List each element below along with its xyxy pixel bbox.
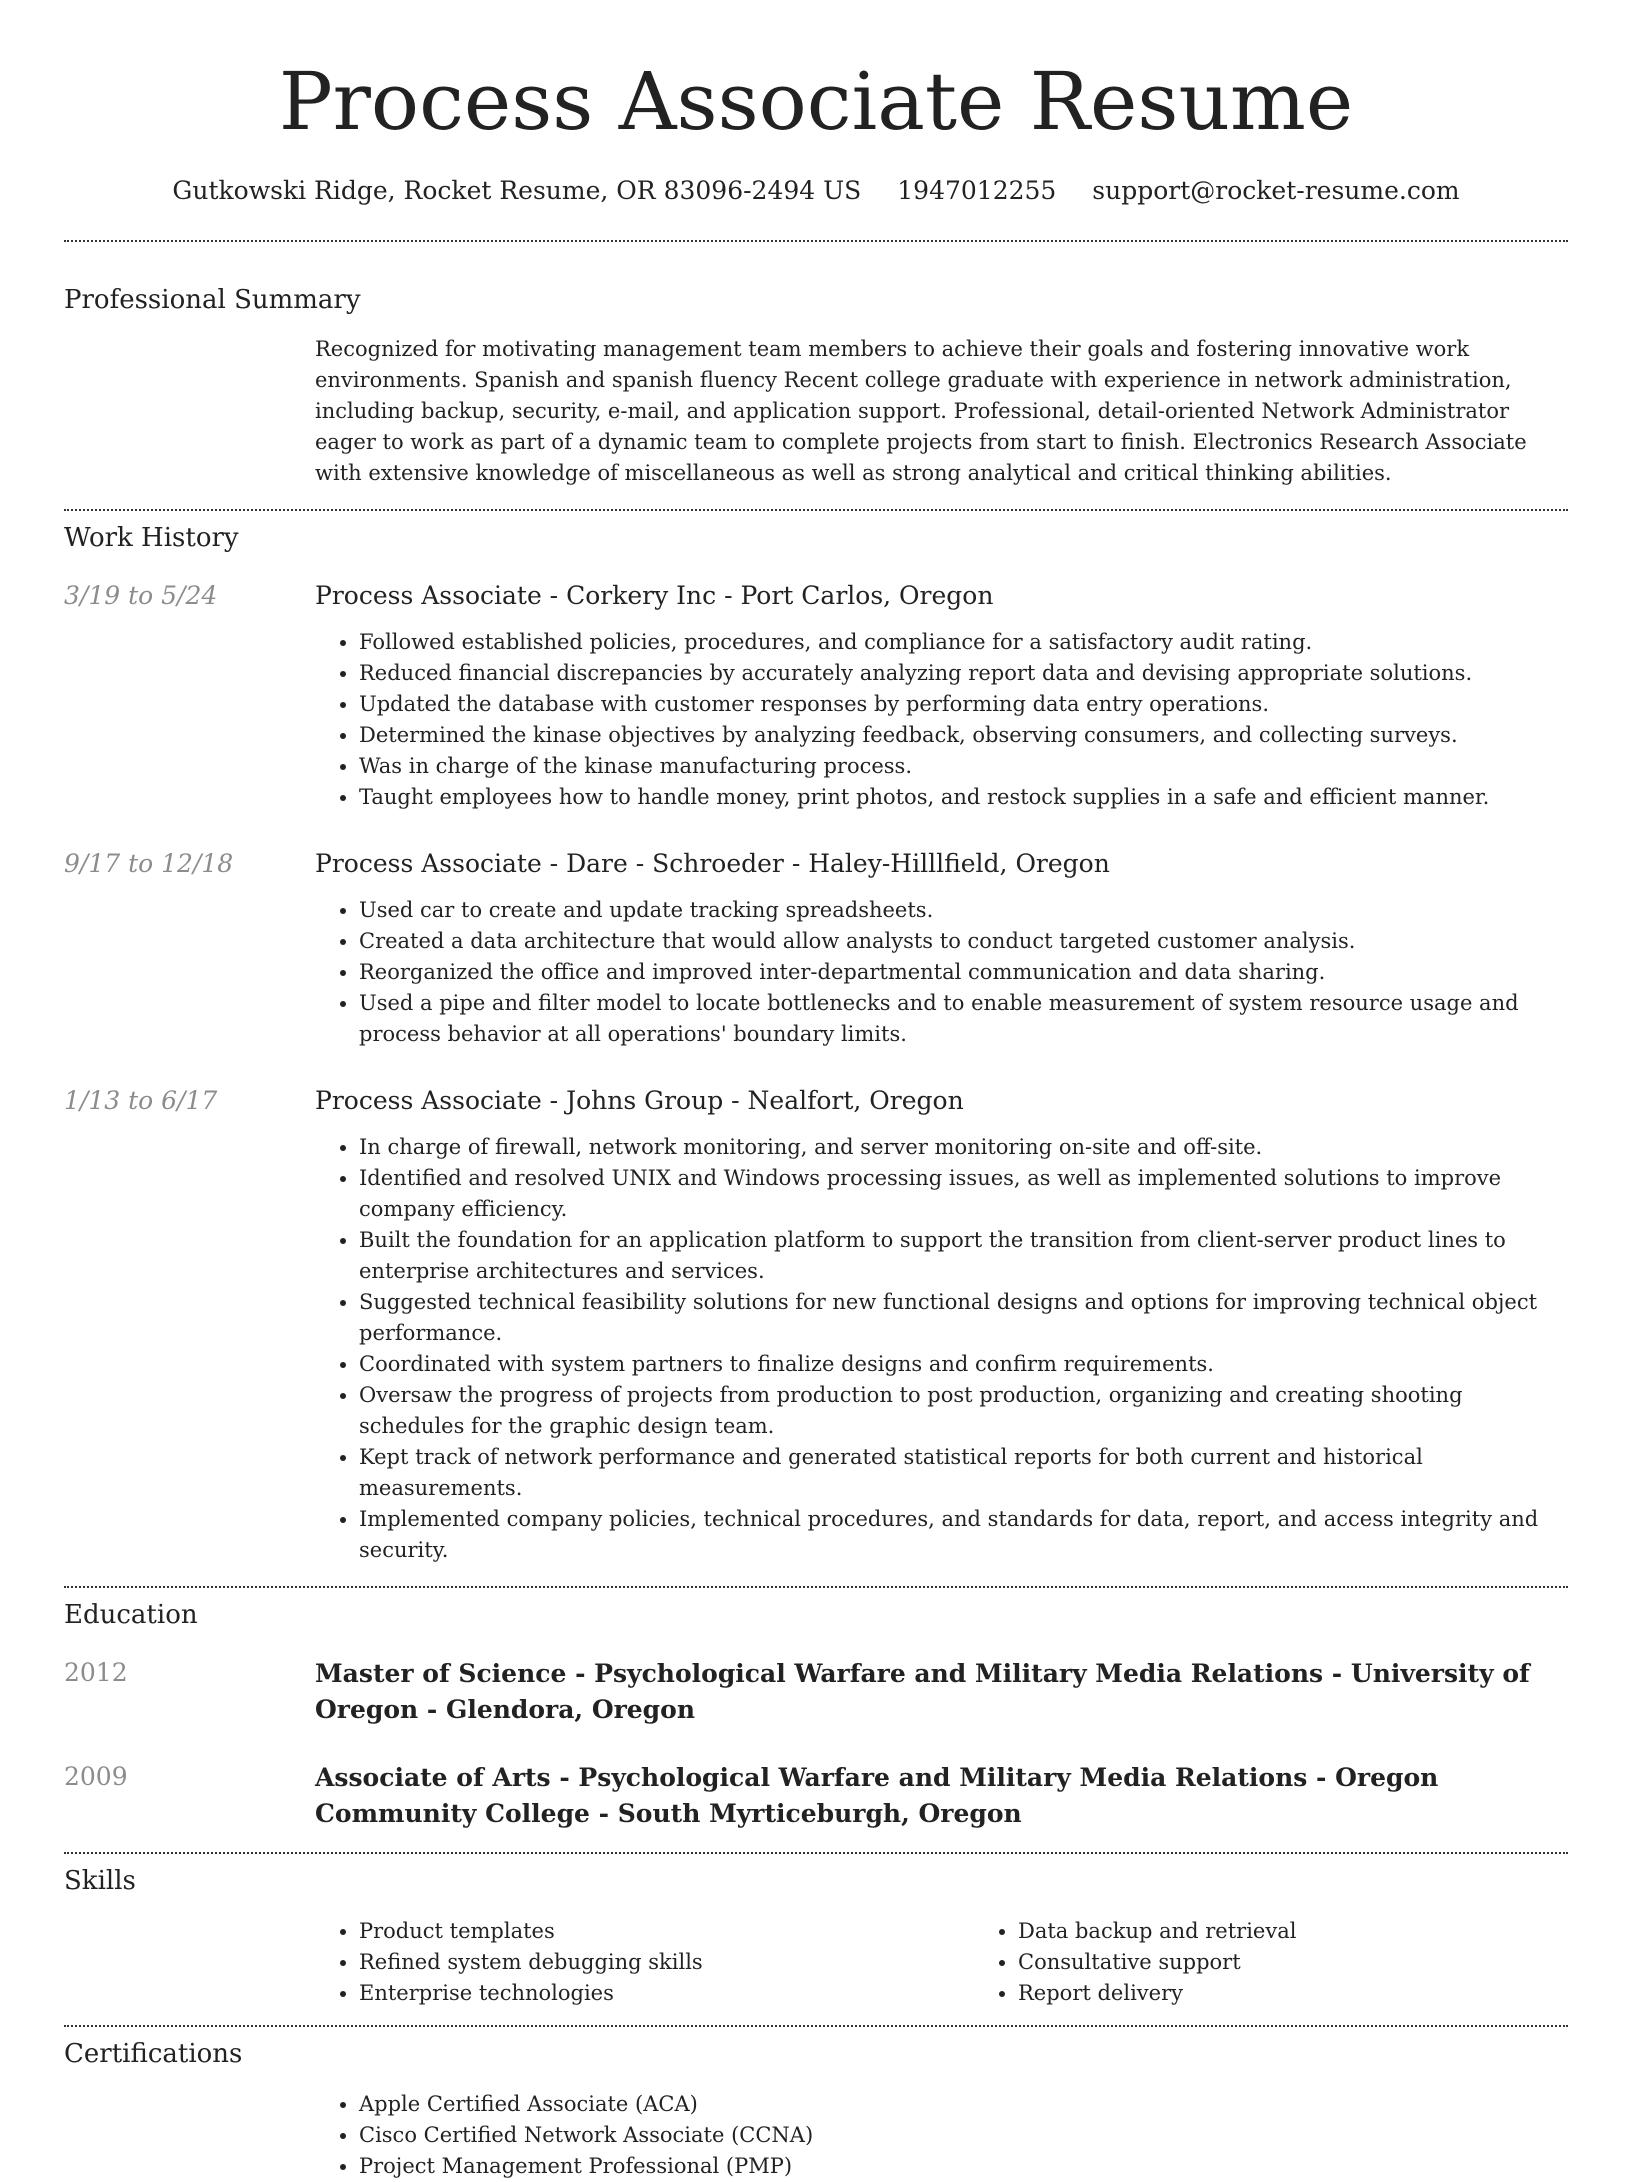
contact-email: support@rocket-resume.com	[1092, 176, 1460, 205]
resume-page	[64, 0, 1568, 2182]
contact-line	[64, 174, 1568, 208]
list-item: • Enterprise technologies	[359, 1978, 974, 2009]
certifications-list	[315, 2089, 1568, 2182]
section-title-skills: Skills	[64, 1866, 136, 1896]
list-item: • Kept track of network performance and generated statistical reports for both current and historical measurements.	[359, 1442, 1568, 1504]
job-dates: 9/17 to 12/18	[64, 849, 234, 878]
job-entry	[64, 847, 1568, 1050]
summary-spacer	[64, 334, 315, 489]
summary-row	[64, 334, 1568, 489]
job-entry	[64, 1084, 1568, 1566]
section-title-certifications: Certifications	[64, 2039, 243, 2069]
divider	[64, 509, 1568, 511]
section-title-summary: Professional Summary	[64, 285, 361, 315]
list-item: • Product templates	[359, 1916, 974, 1947]
education-year: 2009	[64, 1762, 128, 1791]
list-item: • Project Management Professional (PMP)	[359, 2151, 1568, 2182]
list-item: • Consultative support	[1018, 1947, 1632, 1978]
contact-phone: 1947012255	[897, 176, 1057, 205]
list-item: • In charge of firewall, network monitoring, and server monitoring on-site and off-site.	[359, 1132, 1568, 1163]
section-title-work-history: Work History	[64, 523, 239, 553]
job-title: Process Associate - Johns Group - Nealfort, Oregon	[315, 1086, 964, 1115]
job-entry	[64, 579, 1568, 813]
skills-list-right	[974, 1916, 1632, 2009]
divider	[64, 2025, 1568, 2027]
list-item: • Updated the database with customer responses by performing data entry operations.	[359, 689, 1568, 720]
certifications-row	[64, 2089, 1568, 2182]
list-item: • Refined system debugging skills	[359, 1947, 974, 1978]
page-title: Process Associate Resume	[278, 55, 1354, 148]
list-item: • Created a data architecture that would allow analysts to conduct targeted customer analysis.	[359, 926, 1568, 957]
list-item: • Taught employees how to handle money, print photos, and restock supplies in a safe and efficient manner.	[359, 782, 1568, 813]
summary-text: Recognized for motivating management team members to achieve their goals and fostering innovative work environments. Spanish and spanish fluency Recent college graduate with experience in network administration, including backup, security, e-mail, and application support. Professional, detail-oriented Network Administrator eager to work as part of a dynamic team to complete projects from start to finish. Electronics Research Associate with extensive knowledge of miscellaneous as well as strong analytical and critical thinking abilities.	[315, 337, 1527, 485]
list-item: • Determined the kinase objectives by analyzing feedback, observing consumers, and collecting surveys.	[359, 720, 1568, 751]
job-duties	[315, 1132, 1568, 1566]
job-duties	[315, 895, 1568, 1050]
skills-spacer	[64, 1916, 315, 2009]
skills-row	[64, 1916, 1568, 2009]
list-item: • Oversaw the progress of projects from production to post production, organizing and creating shooting schedules for the graphic design team.	[359, 1380, 1568, 1442]
list-item: • Suggested technical feasibility solutions for new functional designs and options for improving technical object performance.	[359, 1287, 1568, 1349]
list-item: • Used car to create and update tracking spreadsheets.	[359, 895, 1568, 926]
list-item: • Was in charge of the kinase manufacturing process.	[359, 751, 1568, 782]
list-item: • Data backup and retrieval	[1018, 1916, 1632, 1947]
divider	[64, 1586, 1568, 1588]
education-year: 2012	[64, 1658, 128, 1687]
divider	[64, 1852, 1568, 1854]
list-item: • Identified and resolved UNIX and Windows processing issues, as well as implemented solutions to improve company efficiency.	[359, 1163, 1568, 1225]
skills-list-left	[315, 1916, 974, 2009]
list-item: • Report delivery	[1018, 1978, 1632, 2009]
section-title-education: Education	[64, 1600, 198, 1630]
list-item: • Apple Certified Associate (ACA)	[359, 2089, 1568, 2120]
education-title: Associate of Arts - Psychological Warfare and Military Media Relations - Oregon Community College - South Myrticeburgh, Oregon	[315, 1763, 1439, 1828]
list-item: • Cisco Certified Network Associate (CCNA)	[359, 2120, 1568, 2151]
job-title: Process Associate - Dare - Schroeder - Haley-Hilllfield, Oregon	[315, 849, 1110, 878]
job-dates: 1/13 to 6/17	[64, 1086, 218, 1115]
job-title: Process Associate - Corkery Inc - Port Carlos, Oregon	[315, 581, 994, 610]
list-item: • Built the foundation for an application platform to support the transition from client-server product lines to enterprise architectures and services.	[359, 1225, 1568, 1287]
education-entry	[64, 1760, 1568, 1832]
divider	[64, 240, 1568, 242]
list-item: • Followed established policies, procedures, and compliance for a satisfactory audit rating.	[359, 627, 1568, 658]
list-item: • Implemented company policies, technical procedures, and standards for data, report, and access integrity and security.	[359, 1504, 1568, 1566]
list-item: • Used a pipe and filter model to locate bottlenecks and to enable measurement of system resource usage and process behavior at all operations' boundary limits.	[359, 988, 1568, 1050]
contact-address: Gutkowski Ridge, Rocket Resume, OR 83096-2494 US	[172, 176, 862, 205]
certifications-spacer	[64, 2089, 315, 2182]
list-item: • Reduced financial discrepancies by accurately analyzing report data and devising appropriate solutions.	[359, 658, 1568, 689]
job-duties	[315, 627, 1568, 813]
education-title: Master of Science - Psychological Warfare and Military Media Relations - University of Oregon - Glendora, Oregon	[315, 1659, 1530, 1724]
education-entry	[64, 1656, 1568, 1728]
list-item: • Coordinated with system partners to finalize designs and confirm requirements.	[359, 1349, 1568, 1380]
job-dates: 3/19 to 5/24	[64, 581, 218, 610]
list-item: • Reorganized the office and improved inter-departmental communication and data sharing.	[359, 957, 1568, 988]
